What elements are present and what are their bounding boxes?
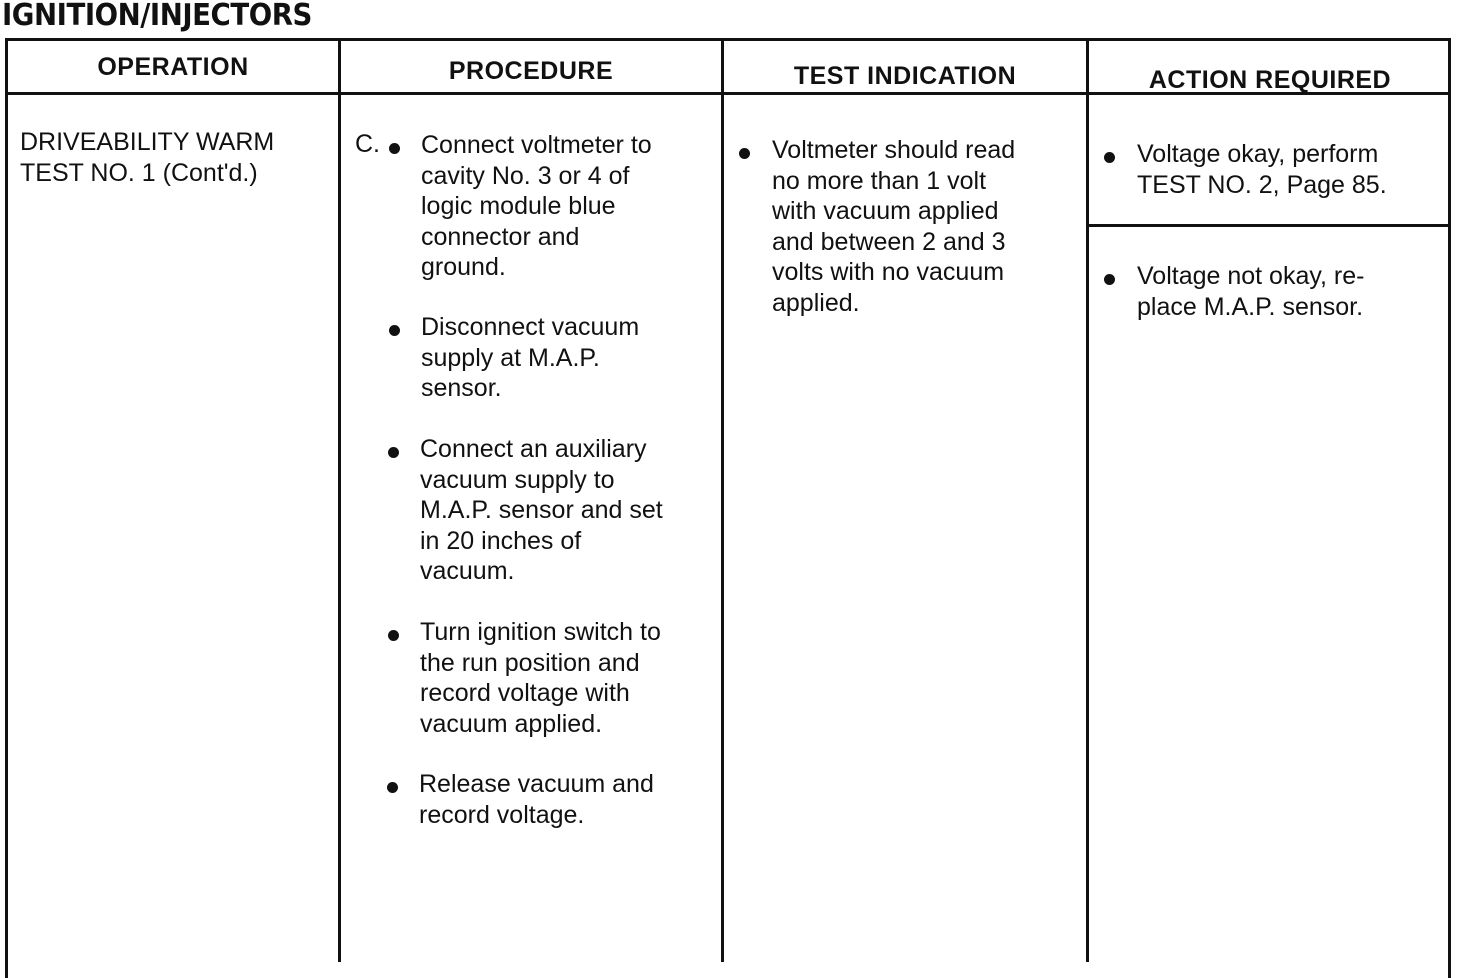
- header-test-indication: TEST INDICATION: [793, 62, 1017, 90]
- action-divider: [1086, 224, 1451, 227]
- item-line: volts with no vacuum: [772, 258, 1005, 286]
- item-line: logic module blue: [421, 192, 616, 220]
- item-line: Voltage okay, perform: [1137, 140, 1379, 168]
- item-line: applied.: [772, 288, 860, 317]
- section-title: IGNITION/INJECTORS: [2, 0, 312, 33]
- item-line: in 20 inches of: [420, 526, 582, 555]
- operation-line: TEST NO. 1 (Cont'd.): [20, 158, 258, 187]
- column-divider: [338, 38, 341, 962]
- item-line: Turn ignition switch to: [420, 618, 661, 646]
- item-line: vacuum supply to: [420, 465, 615, 494]
- list-item: [421, 312, 639, 404]
- header-operation: OPERATION: [97, 53, 249, 81]
- list-item: [421, 130, 652, 283]
- bullet-icon: [739, 148, 750, 159]
- bullet-icon: [1104, 274, 1115, 285]
- item-line: cavity No. 3 or 4 of: [421, 161, 630, 190]
- item-line: record voltage.: [419, 800, 585, 829]
- list-item: [420, 434, 663, 587]
- item-line: Voltmeter should read: [772, 136, 1016, 164]
- bullet-icon: [388, 447, 399, 458]
- item-line: record voltage with: [420, 679, 630, 707]
- item-line: vacuum.: [420, 557, 515, 585]
- item-line: sensor.: [421, 374, 502, 402]
- bullet-icon: [389, 143, 400, 154]
- item-line: the run position and: [420, 648, 640, 677]
- list-item: [419, 769, 654, 830]
- item-line: ground.: [421, 253, 506, 281]
- bullet-icon: [389, 325, 400, 336]
- item-line: with vacuum applied: [772, 197, 999, 225]
- bullet-icon: [387, 782, 398, 793]
- column-divider: [721, 38, 724, 962]
- item-line: Connect an auxiliary: [420, 435, 647, 463]
- header-action-required: ACTION REQUIRED: [1148, 66, 1392, 94]
- list-item: [1137, 139, 1387, 200]
- column-divider: [1086, 38, 1089, 962]
- step-label: C.: [355, 130, 380, 158]
- item-line: place M.A.P. sensor.: [1137, 292, 1364, 321]
- item-line: Release vacuum and: [419, 770, 654, 798]
- list-item: [772, 135, 1015, 318]
- item-line: connector and: [421, 222, 580, 251]
- bullet-icon: [388, 630, 399, 641]
- list-item: [1137, 261, 1364, 322]
- bullet-icon: [1104, 152, 1115, 163]
- item-line: Voltage not okay, re-: [1137, 262, 1365, 290]
- operation-line: DRIVEABILITY WARM: [20, 128, 275, 156]
- header-procedure: PROCEDURE: [448, 57, 614, 85]
- item-line: TEST NO. 2, Page 85.: [1137, 170, 1387, 199]
- item-line: and between 2 and 3: [772, 227, 1006, 256]
- operation-cell: [20, 127, 274, 188]
- item-line: supply at M.A.P.: [421, 343, 600, 372]
- item-line: vacuum applied.: [420, 709, 603, 738]
- item-line: no more than 1 volt: [772, 166, 987, 195]
- item-line: Connect voltmeter to: [421, 131, 652, 159]
- item-line: Disconnect vacuum: [421, 313, 640, 341]
- list-item: [420, 617, 661, 739]
- item-line: M.A.P. sensor and set: [420, 496, 663, 524]
